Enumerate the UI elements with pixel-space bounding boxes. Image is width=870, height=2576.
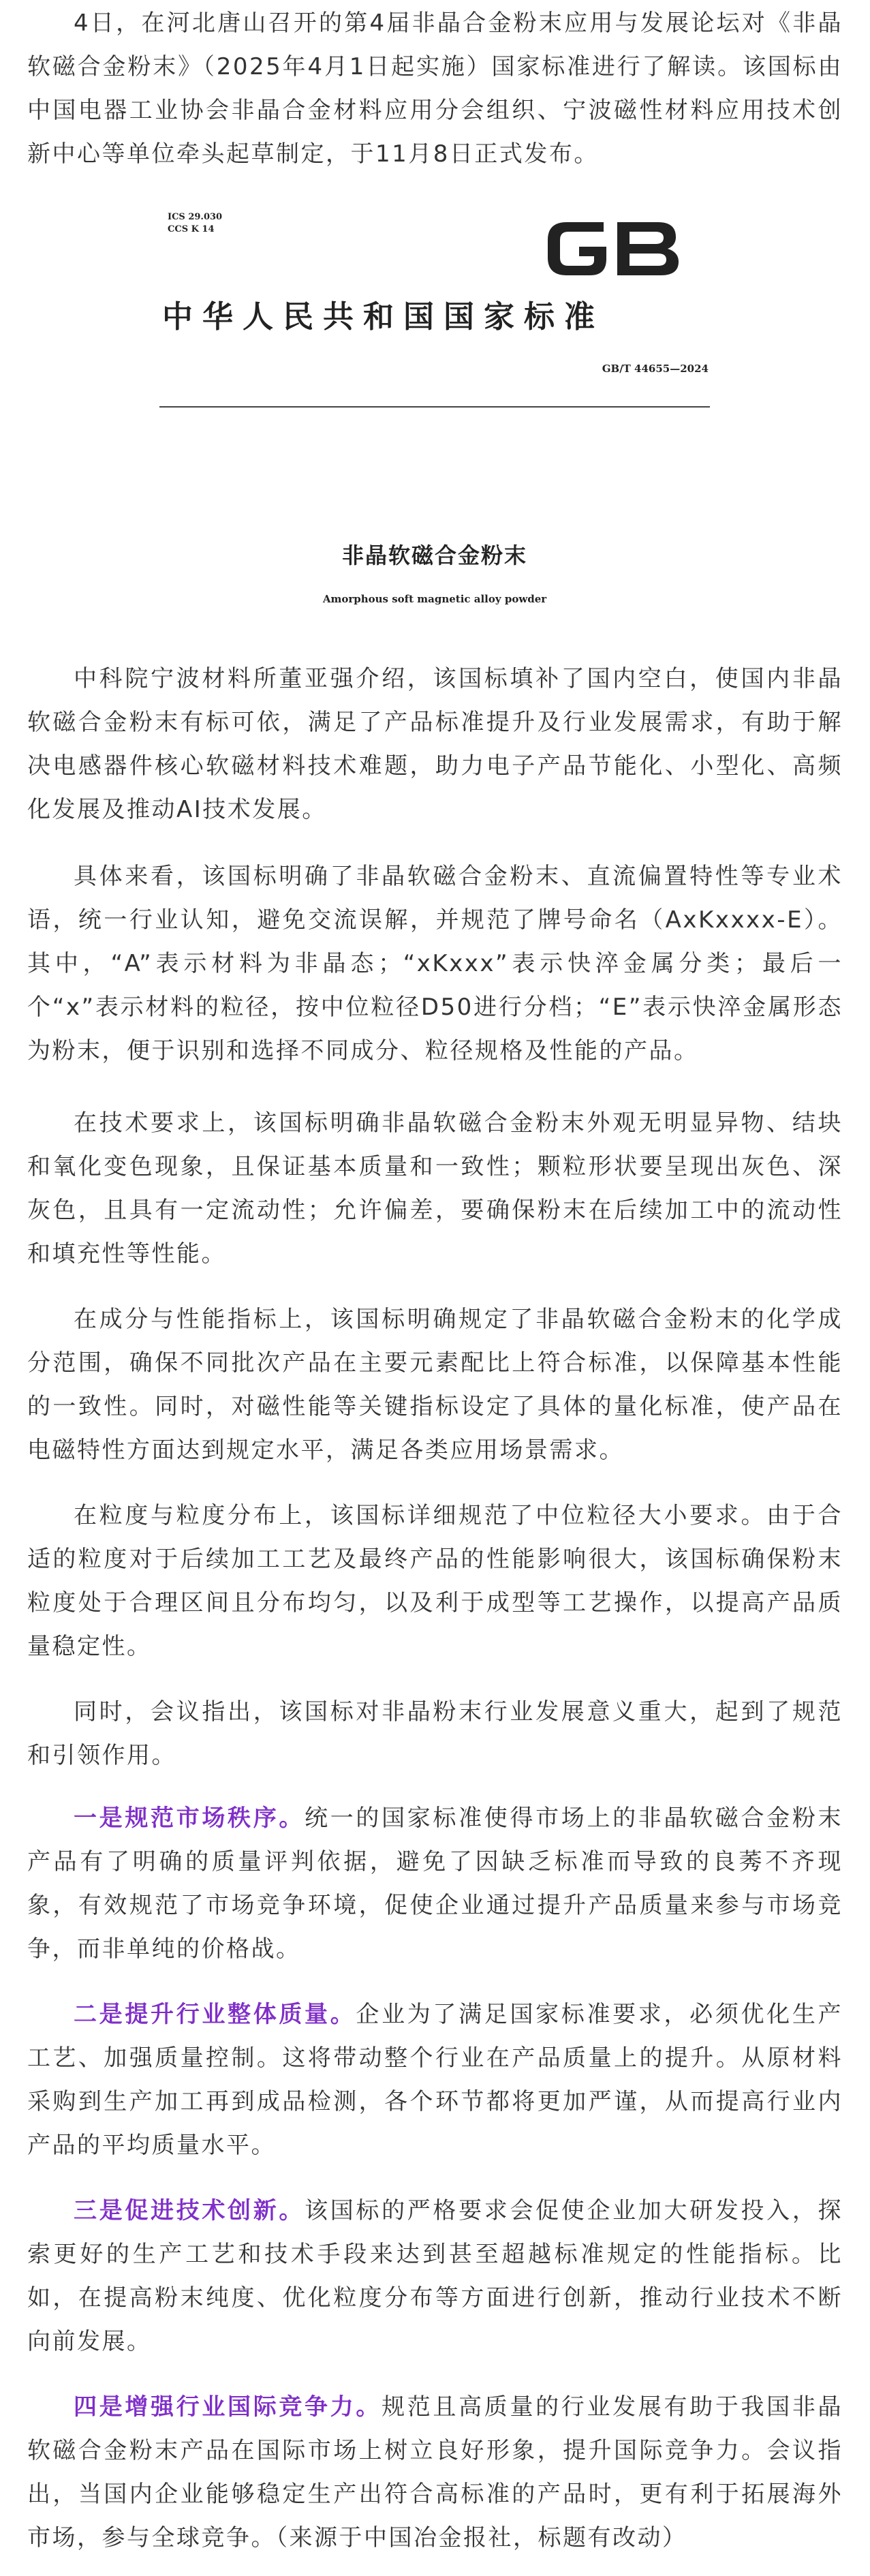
paragraph-introduction-dong: 中科院宁波材料所董亚强介绍，该国标填补了国内空白，使国内非晶软磁合金粉末有标可依，满足了产品标准提升及行业发展需求，有助于解决电感器件核心软磁材料技术难题，助力电子产品节能化、小型化、高频化发展及推动AI技术发展。 [27,665,843,823]
highlight-heading: 一是规范市场秩序。 [74,1805,305,1832]
paragraph-international-competitiveness [27,2385,843,2560]
gb-logo-icon [541,213,684,285]
highlight-heading: 三是促进技术创新。 [74,2197,305,2224]
standard-classification [168,211,222,236]
intro-paragraph: 4日，在河北唐山召开的第4届非晶合金粉末应用与发展论坛对《非晶软磁合金粉末》（2025年4月1日起实施）国家标准进行了解读。该国标由中国电器工业协会非晶合金材料应用分会组织、宁波磁性材料应用技术创新中心等单位牵头起草制定，于11月8日正式发布。 [27,10,843,168]
paragraph-body: 该国标的严格要求会促使企业加大研发投入，探索更好的生产工艺和技术手段来达到甚至超越标准规定的性能指标。比如，在提高粉末纯度、优化粒度分布等方面进行创新，推动行业技术不断向前发展。 [27,2197,843,2355]
paragraph-body: 规范且高质量的行业发展有助于我国非晶软磁合金粉末产品在国际市场上树立良好形象，提升国际竞争力。会议指出，当国内企业能够稳定生产出符合高标准的产品时，更有利于拓展海外市场，参与全球竞争。（来源于中国冶金报社，标题有改动） [27,2393,843,2551]
paragraph-industry-quality [27,1993,843,2167]
highlight-heading: 二是提升行业整体质量。 [74,2001,356,2028]
paragraph-technical-requirements: 在技术要求上，该国标明确非晶软磁合金粉末外观无明显异物、结块和氧化变色现象，且保证基本质量和一致性；颗粒形状要呈现出灰色、深灰色，且具有一定流动性；允许偏差，要确保粉末在后续加工中的流动性和填充性等性能。 [27,1109,843,1268]
standard-divider [159,406,710,408]
paragraph-market-order [27,1796,843,1971]
ccs-code: CCS K 14 [168,224,215,234]
paragraph-innovation [27,2189,843,2363]
ics-code: ICS 29.030 [168,212,223,222]
paragraph-terminology: 具体来看，该国标明确了非晶软磁合金粉末、直流偏置特性等专业术语，统一行业认知，避免交流误解，并规范了牌号命名（AxKxxxx-E）。其中，“A”表示材料为非晶态；“xKxxx”表示快淬金属分类；最后一个“x”表示材料的粒径，按中位粒径D50进行分档；“E”表示快淬金属形态为粉末，便于识别和选择不同成分、粒径规格及性能的产品。 [27,863,843,1064]
standard-country-title: 中华人民共和国国家标准 [162,298,605,335]
highlight-heading: 四是增强行业国际竞争力。 [74,2393,382,2421]
paragraph-particle-size: 在粒度与粒度分布上，该国标详细规范了中位粒径大小要求。由于合适的粒度对于后续加工工艺及最终产品的性能影响很大，该国标确保粉末粒度处于合理区间且分布均匀，以及利于成型等工艺操作，以提高产品质量稳定性。 [27,1502,843,1660]
paragraph-significance: 同时，会议指出，该国标对非晶粉末行业发展意义重大，起到了规范和引领作用。 [27,1698,843,1769]
paragraph-body: 企业为了满足国家标准要求，必须优化生产工艺、加强质量控制。这将带动整个行业在产品质量上的提升。从原材料采购到生产加工再到成品检测，各个环节都将更加严谨，从而提高行业内产品的平均质量水平。 [27,2001,843,2159]
standard-name-chinese: 非晶软磁合金粉末 [341,542,527,568]
paragraph-composition-performance: 在成分与性能指标上，该国标明确规定了非晶软磁合金粉末的化学成分范围，确保不同批次产品在主要元素配比上符合标准，以保障基本性能的一致性。同时，对磁性能等关键指标设定了具体的量化标准，使产品在电磁特性方面达到规定水平，满足各类应用场景需求。 [27,1306,843,1464]
standard-cover-image [135,204,734,627]
paragraph-body: 统一的国家标准使得市场上的非晶软磁合金粉末产品有了明确的质量评判依据，避免了因缺乏标准而导致的良莠不齐现象，有效规范了市场竞争环境，促使企业通过提升产品质量来参与市场竞争，而非单纯的价格战。 [27,1805,843,1963]
standard-name-english: Amorphous soft magnetic alloy powder [322,593,547,605]
standard-number: GB/T 44655—2024 [602,363,709,375]
